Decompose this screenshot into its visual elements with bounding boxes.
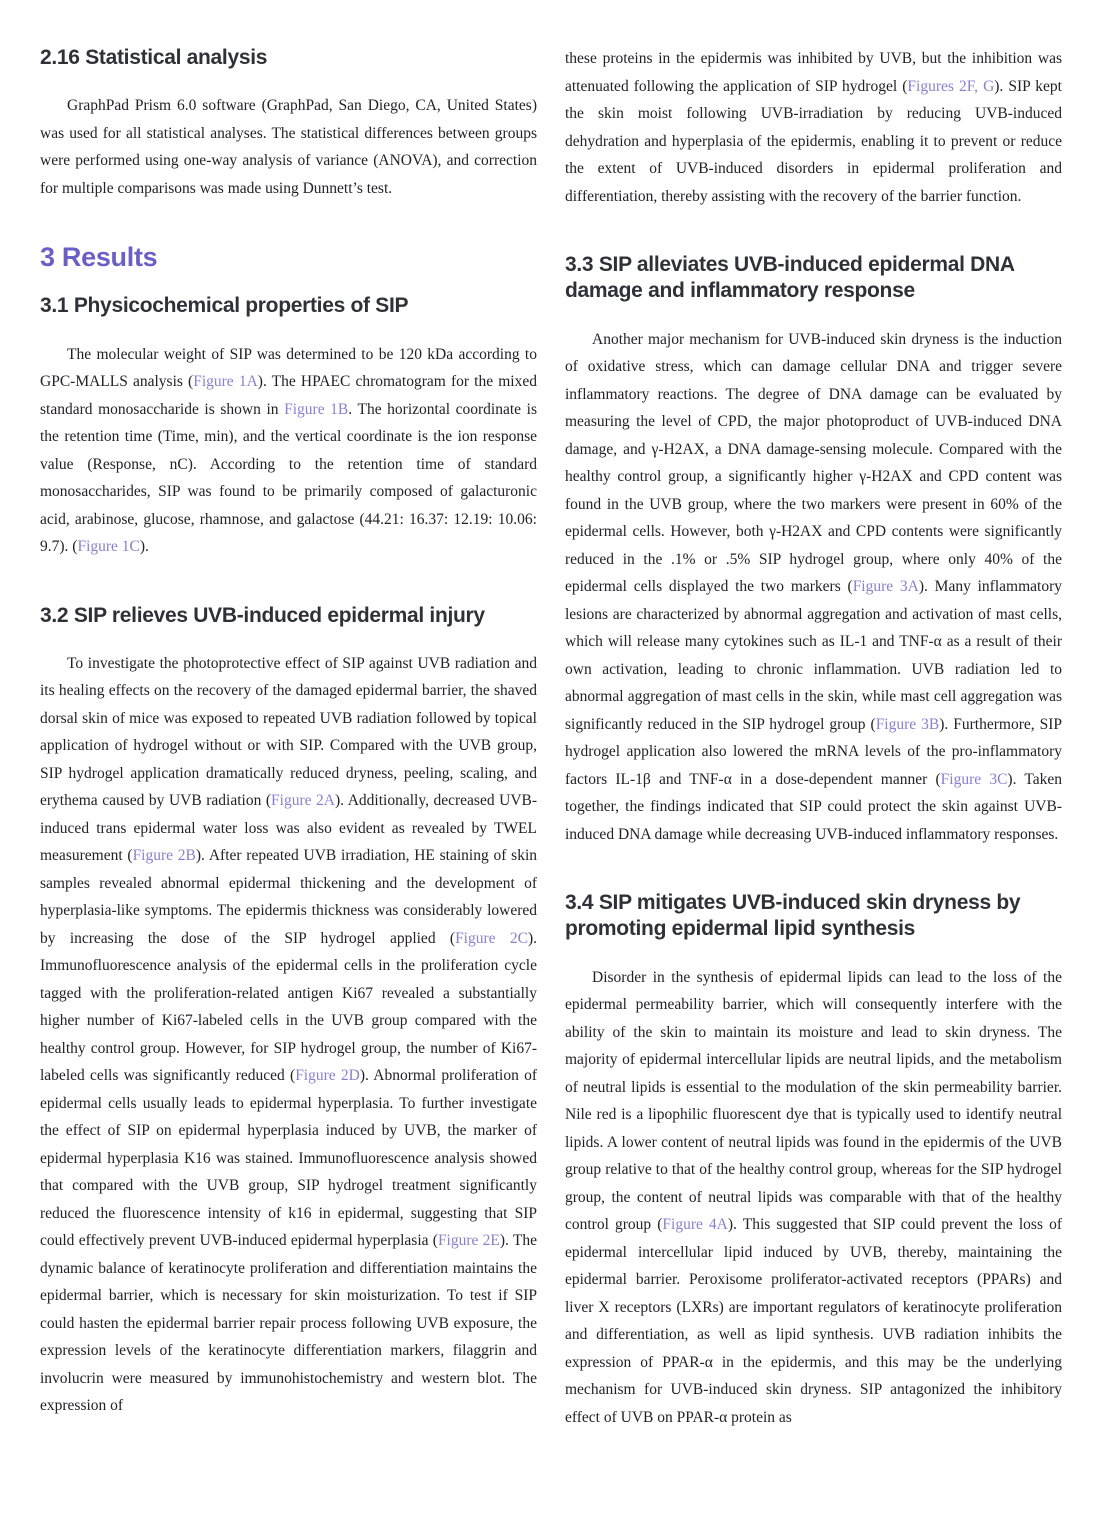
figure-link[interactable]: Figure 2D (295, 1067, 360, 1085)
section-heading-skin-dryness-lipid-synthesis: 3.4 SIP mitigates UVB-induced skin dryness by promoting epidermal lipid synthesis (565, 891, 1021, 941)
section-heading-uvb-epidermal-injury: 3.2 SIP relieves UVB-induced epidermal injury (40, 603, 485, 627)
figure-link[interactable]: Figure 2A (271, 792, 335, 810)
paragraph-text: Disorder in the synthesis of epidermal lipids can lead to the loss of the epidermal permeability barrier, which will consequently interfere with the ability of the skin to maintain its moisture and lead to skin dryness. The majority of epidermal intercellular lipids are neutral lipids, and the metabolism of neutral lipids is essential to the modulation of the skin permeability barrier. Nile red is a lipophilic fluorescent dye that is typically used to identify neutral lipids. A lower content of neutral lipids was found in the epidermis of the UVB group relative to that of the healthy control group, whereas for the SIP hydrogel group, the content of neutral lipids was comparable with that of the healthy control group ( (565, 968, 1062, 1233)
figure-link[interactable]: Figure 1C (77, 538, 140, 556)
paragraph-text: Another major mechanism for UVB-induced skin dryness is the induction of oxidative stress, which can damage cellular DNA and trigger severe inflammatory reactions. The degree of DNA damage can be evaluated by measuring the level of CPD, the major photoproduct of UVB-induced DNA damage, and γ-H2AX, a DNA damage-sensing molecule. Compared with the healthy control group, a significantly higher γ-H2AX and CPD content was found in the UVB group, where the two markers were present in 60% of the epidermal cells. However, both γ-H2AX and CPD contents were significantly reduced in the .1% or .5% SIP hydrogel group, where only 40% of the epidermal cells displayed the two markers ( (565, 330, 1062, 595)
paragraph-text: ). SIP kept the skin moist following UVB-irradiation by reducing UVB-induced dehydration and hyperplasia of the epidermis, enabling it to prevent or reduce the extent of UVB-induced disorders in epidermal proliferation and differentiation, thereby assisting with the recovery of the barrier function. (565, 77, 1062, 205)
paragraph-text: The molecular weight of SIP was determined to be 120 kDa according to GPC-MALLS analysis ( (40, 345, 537, 391)
section-heading-dna-damage-inflammatory: 3.3 SIP alleviates UVB-induced epidermal DNA damage and inflammatory response (565, 253, 1014, 303)
paragraph-text: ). After repeated UVB irradiation, HE staining of skin samples revealed abnormal epidermal thickening and the development of hyperplasia-like symptoms. The epidermis thickness was considerably lowered by increasing the dose of the SIP hydrogel applied ( (40, 847, 538, 947)
paragraph-text: these proteins in the epidermis was inhibited by UVB, but the inhibition was attenuated following the application of SIP hydrogel ( (565, 50, 1062, 95)
paragraph-skin-dryness-lipid-synthesis (565, 964, 1062, 1432)
paragraph-text: . The horizontal coordinate is the retention time (Time, min), and the vertical coordinate is the ion response value (Response, nC). According to the retention time of standard monosaccharides, SIP was found to be primarily composed of galacturonic acid, arabinose, glucose, rhamnose, and galactose (44.21: 16.37: 12.19: 10.06: 9.7). ( (40, 400, 537, 556)
figure-link[interactable]: Figure 3A (852, 578, 919, 595)
figure-link[interactable]: Figure 2B (132, 847, 196, 865)
paragraph-text: ). (139, 538, 149, 556)
paragraph-text: ). Furthermore, SIP hydrogel application also lowered the mRNA levels of the pro-inflammatory factors IL-1β and TNF-α in a dose-dependent manner ( (565, 715, 1062, 788)
paragraph-text: ). The dynamic balance of keratinocyte proliferation and differentiation maintains the epidermal barrier, which is necessary for skin moisturization. To test if SIP could hasten the epidermal barrier repair process following UVB exposure, the expression levels of the keratinocyte differentiation markers, filaggrin and involucrin were measured by immunohistochemistry and western blot. The expression of (40, 1232, 537, 1415)
paragraph-physicochemical-properties (40, 341, 537, 561)
results-heading: 3 Results (40, 242, 158, 273)
figure-link[interactable]: Figure 1A (193, 373, 258, 391)
right-column (565, 45, 1062, 1484)
paragraph-text: ). Taken together, the findings indicated that SIP could protect the skin against UVB-induced DNA damage while decreasing UVB-induced inflammatory responses. (565, 770, 1063, 843)
paragraph-text: ). Many inflammatory lesions are characterized by abnormal aggregation and activation of mast cells, which will release many cytokines such as IL-1 and TNF-α as a result of their own activation, leading to chronic inflammation. UVB radiation led to abnormal aggregation of mast cells in the skin, while mast cell aggregation was significantly reduced in the SIP hydrogel group ( (565, 578, 1062, 733)
figure-link[interactable]: Figure 3B (875, 715, 940, 733)
paragraph-text: ). Abnormal proliferation of epidermal cells usually leads to epidermal hyperplasia. To further investigate the effect of SIP on epidermal hyperplasia induced by UVB, the marker of epidermal hyperplasia K16 was stained. Immunofluorescence analysis showed that compared with the UVB group, SIP hydrogel treatment significantly reduced the fluorescence intensity of k16 in epidermal, suggesting that SIP could effectively prevent UVB-induced epidermal hyperplasia ( (40, 1067, 537, 1250)
paragraph-text: ). Immunofluorescence analysis of the epidermal cells in the proliferation cycle tagged with the proliferation-related antigen Ki67 revealed a substantially higher number of Ki67-labeled cells in the UVB group compared with the healthy control group. However, for SIP hydrogel group, the number of Ki67-labeled cells was significantly reduced ( (40, 929, 537, 1085)
paragraph-text: ). The HPAEC chromatogram for the mixed standard monosaccharide is shown in (40, 373, 537, 418)
figure-link[interactable]: Figure 1B (284, 400, 349, 418)
left-column (40, 45, 537, 1484)
figure-link[interactable]: Figure 3C (940, 770, 1008, 788)
figure-link[interactable]: Figures 2F, G (907, 77, 995, 95)
paragraph-continuation-barrier-function (565, 45, 1062, 210)
section-heading-statistical-analysis: 2.16 Statistical analysis (40, 46, 268, 69)
paragraph-text: GraphPad Prism 6.0 software (GraphPad, San Diego, CA, United States) was used for all statistical analyses. The statistical differences between groups were performed using one-way analysis of variance (ANOVA), and correction for multiple comparisons was made using Dunnett’s test. (40, 97, 537, 197)
figure-link[interactable]: Figure 2E (437, 1232, 500, 1250)
paragraph-text: To investigate the photoprotective effect of SIP against UVB radiation and its healing effects on the recovery of the damaged epidermal barrier, the shaved dorsal skin of mice was exposed to repeated UVB radiation followed by topical application of hydrogel without or with SIP. Compared with the UVB group, SIP hydrogel application dramatically reduced dryness, peeling, scaling, and erythema caused by UVB radiation ( (40, 654, 537, 810)
paragraph-text: ). Additionally, decreased UVB-induced trans epidermal water loss was also evident as revealed by TWEL measurement ( (40, 792, 538, 865)
figure-link[interactable]: Figure 2C (455, 929, 528, 947)
figure-link[interactable]: Figure 4A (662, 1216, 728, 1233)
paragraph-text: ). This suggested that SIP could prevent the loss of epidermal intercellular lipid induced by UVB, thereby, maintaining the epidermal barrier. Peroxisome proliferator-activated receptors (PPARs) and liver X receptors (LXRs) are important regulators of keratinocyte proliferation and differentiation, as well as lipid synthesis. UVB radiation inhibits the expression of PPAR-α in the epidermis, and this may be the underlying mechanism for UVB-induced skin dryness. SIP antagonized the inhibitory effect of UVB on PPAR-α protein as (565, 1216, 1062, 1426)
paragraph-uvb-epidermal-injury (40, 650, 537, 1420)
paragraph-dna-damage-inflammatory (565, 326, 1062, 849)
section-heading-physicochemical-properties: 3.1 Physicochemical properties of SIP (40, 294, 409, 318)
paragraph-statistical-analysis (40, 92, 537, 202)
